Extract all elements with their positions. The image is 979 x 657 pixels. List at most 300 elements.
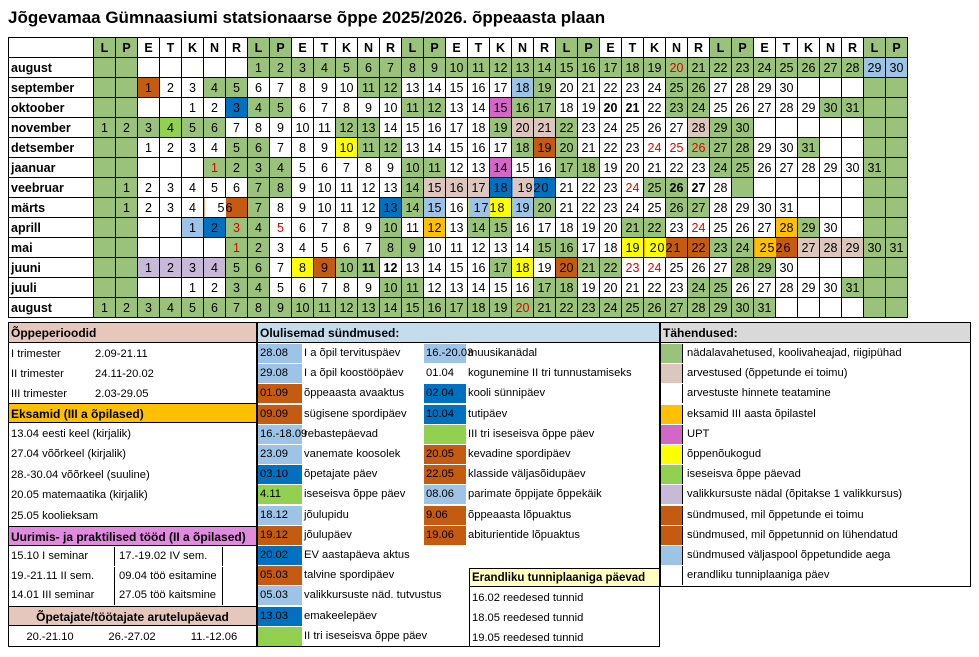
- day-cell: 4: [204, 258, 226, 278]
- day-cell: 4: [160, 118, 182, 138]
- weekday-header: T: [622, 38, 644, 58]
- day-cell: 16: [468, 78, 490, 98]
- day-cell: 3: [248, 158, 270, 178]
- day-cell: 4: [292, 238, 314, 258]
- day-cell: 1: [94, 298, 116, 318]
- day-cell: 26: [732, 278, 754, 298]
- day-cell: 6: [292, 98, 314, 118]
- day-cell: 22: [666, 158, 688, 178]
- day-cell: 3: [160, 178, 182, 198]
- day-cell: 12: [358, 198, 380, 218]
- day-cell: 28: [798, 158, 820, 178]
- day-cell: 15: [446, 258, 468, 278]
- day-cell: 16: [424, 298, 446, 318]
- legend-swatch: [661, 384, 683, 403]
- period-dates: 24.11-20.02: [95, 368, 154, 380]
- day-cell: 7: [248, 198, 270, 218]
- day-cell: 6: [226, 178, 248, 198]
- empty-cell: [116, 218, 138, 238]
- day-cell: 1: [204, 158, 226, 178]
- day-cell: 23: [688, 158, 710, 178]
- special-day: 19.05 reedesed tunnid: [472, 632, 584, 644]
- day-cell: 5: [182, 298, 204, 318]
- empty-cell: [886, 138, 908, 158]
- day-cell: 1: [138, 138, 160, 158]
- day-cell: 8: [248, 118, 270, 138]
- empty-cell: [886, 258, 908, 278]
- day-cell: 29: [754, 78, 776, 98]
- day-cell: 7: [226, 298, 248, 318]
- day-cell: 4: [160, 298, 182, 318]
- day-cell: 1: [94, 118, 116, 138]
- empty-cell: [820, 78, 842, 98]
- empty-cell: [864, 298, 886, 318]
- day-cell: 1: [182, 98, 204, 118]
- day-cell: 14: [380, 298, 402, 318]
- day-cell: 18: [490, 178, 512, 198]
- day-cell: 30: [820, 218, 842, 238]
- day-cell: 16: [446, 198, 468, 218]
- day-cell: 3: [226, 278, 248, 298]
- legend-text: arvestuste hinnete teatamine: [687, 387, 831, 400]
- day-cell: 6: [248, 78, 270, 98]
- legend-text: sündmused, mil õppetunnid on lühendatud: [687, 528, 898, 541]
- weekday-header: K: [490, 38, 512, 58]
- day-cell: 3: [270, 238, 292, 258]
- day-cell: 28: [842, 58, 864, 78]
- day-cell: 8: [270, 178, 292, 198]
- day-cell: 14: [402, 178, 424, 198]
- day-cell: 1: [182, 218, 204, 238]
- day-cell: 26: [666, 178, 688, 198]
- day-cell: 16: [534, 158, 556, 178]
- day-cell: 10: [292, 298, 314, 318]
- day-cell: 11: [336, 198, 358, 218]
- day-cell: 8: [270, 198, 292, 218]
- day-cell: 20: [512, 298, 534, 318]
- day-cell: 14: [468, 98, 490, 118]
- day-cell: 8: [336, 98, 358, 118]
- day-cell: 16: [424, 118, 446, 138]
- day-cell: 24: [688, 98, 710, 118]
- empty-cell: [886, 118, 908, 138]
- weekday-header: R: [688, 38, 710, 58]
- day-cell: 27: [666, 298, 688, 318]
- day-cell: 28: [710, 198, 732, 218]
- day-cell: 8: [336, 278, 358, 298]
- day-cell: 12: [468, 238, 490, 258]
- weekday-header: R: [226, 38, 248, 58]
- day-cell: 10: [336, 138, 358, 158]
- period-label: II trimester: [11, 368, 64, 380]
- day-cell: 16: [446, 178, 468, 198]
- day-cell: 13: [468, 158, 490, 178]
- event-text: õpetajate päev: [304, 468, 378, 481]
- day-cell: 2: [116, 298, 138, 318]
- month-name: detsember: [9, 138, 94, 158]
- event-text: EV aastapäeva aktus: [304, 549, 410, 561]
- day-cell: 24: [644, 78, 666, 98]
- day-cell: 3: [160, 198, 182, 218]
- empty-cell: [886, 178, 908, 198]
- day-cell: 24: [754, 58, 776, 78]
- day-cell: 19: [534, 258, 556, 278]
- day-cell: 30: [732, 298, 754, 318]
- weekday-header: N: [204, 38, 226, 58]
- empty-cell: [864, 118, 886, 138]
- day-cell: 1920: [512, 178, 556, 198]
- event-text: iseseisva õppe päev: [304, 488, 406, 501]
- day-cell: 10: [292, 118, 314, 138]
- day-cell: 16: [556, 238, 578, 258]
- empty-cell: [116, 58, 138, 78]
- day-cell: 11: [402, 98, 424, 118]
- day-cell: 27: [710, 138, 732, 158]
- day-cell: 11: [314, 298, 336, 318]
- empty-cell: [138, 238, 160, 258]
- empty-cell: [798, 178, 820, 198]
- day-cell: 26: [798, 58, 820, 78]
- day-cell: 11: [358, 138, 380, 158]
- teachers-heading: Õpetajate/töötajate arutelupäevad: [9, 606, 256, 626]
- day-cell: 12: [446, 158, 468, 178]
- research-item: 27.05 töö kaitsmine: [119, 586, 223, 605]
- day-cell: 3: [226, 98, 248, 118]
- empty-cell: [776, 178, 798, 198]
- empty-cell: [864, 98, 886, 118]
- day-cell: 28: [688, 298, 710, 318]
- exam-item: 25.05 koolieksam: [11, 509, 99, 522]
- event-text: õppeaasta avaaktus: [304, 387, 405, 400]
- day-cell: 28: [732, 138, 754, 158]
- weekday-header: N: [358, 38, 380, 58]
- day-cell: 15: [556, 58, 578, 78]
- event-date: [258, 627, 302, 646]
- day-cell: 30: [886, 58, 908, 78]
- legend-swatch: [661, 506, 683, 525]
- day-cell: 27: [710, 78, 732, 98]
- month-name: oktoober: [9, 98, 94, 118]
- month-row: [9, 118, 908, 138]
- day-cell: 22: [556, 298, 578, 318]
- day-cell: 24: [600, 298, 622, 318]
- empty-cell: [886, 218, 908, 238]
- empty-cell: [820, 178, 842, 198]
- day-cell: 11: [358, 258, 380, 278]
- weekday-header: R: [380, 38, 402, 58]
- day-cell: 12: [358, 178, 380, 198]
- day-cell: 14: [424, 258, 446, 278]
- month-name: veebruar: [9, 178, 94, 198]
- special-days-heading: Erandliku tunniplaaniga päevad: [470, 569, 660, 587]
- day-cell: 10: [424, 238, 446, 258]
- weekday-header: E: [754, 38, 776, 58]
- day-cell: 28: [776, 278, 798, 298]
- legend-swatch: [661, 546, 683, 565]
- event-date: 23.09: [258, 445, 302, 464]
- day-cell: 20: [534, 198, 556, 218]
- empty-cell: [820, 118, 842, 138]
- month-name: märts: [9, 198, 94, 218]
- day-cell: 27: [688, 178, 710, 198]
- weekday-header: E: [446, 38, 468, 58]
- day-cell: 29: [754, 258, 776, 278]
- day-cell: 1: [138, 258, 160, 278]
- empty-cell: [138, 58, 160, 78]
- event-date: 9.06: [424, 506, 466, 525]
- day-cell: 27: [754, 218, 776, 238]
- day-cell: 2: [138, 178, 160, 198]
- day-cell: 6: [292, 278, 314, 298]
- legend-text: iseseisva õppe päevad: [687, 468, 801, 481]
- day-cell: 9: [292, 198, 314, 218]
- events-heading: Olulisemad sündmused:: [258, 323, 659, 343]
- day-cell: 28: [710, 178, 732, 198]
- day-cell: 6: [204, 298, 226, 318]
- day-cell: 24: [688, 278, 710, 298]
- day-cell: 22: [688, 238, 710, 258]
- day-cell: 19: [490, 118, 512, 138]
- empty-cell: [842, 178, 864, 198]
- legend-text: õppenõukogud: [687, 448, 762, 460]
- day-cell: 20: [556, 138, 578, 158]
- empty-cell: [820, 258, 842, 278]
- day-cell: 10: [402, 158, 424, 178]
- day-cell: 24: [710, 158, 732, 178]
- day-cell: 29: [842, 238, 864, 258]
- day-cell: 11: [336, 178, 358, 198]
- day-cell: 12: [424, 98, 446, 118]
- day-cell: 29: [710, 118, 732, 138]
- day-cell: 30: [754, 198, 776, 218]
- weekday-header: E: [138, 38, 160, 58]
- day-cell: 29: [754, 138, 776, 158]
- day-cell: 4: [248, 278, 270, 298]
- empty-cell: [886, 278, 908, 298]
- header-corner: [9, 38, 94, 58]
- research-item: 17.-19.02 IV sem.: [119, 547, 223, 566]
- day-cell: 14: [468, 218, 490, 238]
- empty-cell: [754, 178, 776, 198]
- weekday-header: L: [402, 38, 424, 58]
- day-cell: 13: [402, 138, 424, 158]
- day-cell: 25: [666, 138, 688, 158]
- day-cell: 25: [666, 258, 688, 278]
- exams-heading: Eksamid (III a õpilased): [9, 403, 256, 423]
- event-date: 03.10: [258, 465, 302, 484]
- event-text: III tri iseseisva õppe päev: [468, 427, 595, 440]
- day-cell: 28: [776, 218, 798, 238]
- weekday-header: P: [116, 38, 138, 58]
- day-cell: 23: [600, 178, 622, 198]
- event-text: emakeelepäev: [304, 609, 377, 622]
- day-cell: 13: [446, 218, 468, 238]
- month-row: [9, 58, 908, 78]
- day-cell: 6: [336, 238, 358, 258]
- day-cell: 25: [776, 58, 798, 78]
- day-cell: 31: [864, 158, 886, 178]
- day-cell: 30: [776, 258, 798, 278]
- month-row: [9, 78, 908, 98]
- day-cell: 3: [138, 118, 160, 138]
- day-cell: 4: [248, 218, 270, 238]
- day-cell: 27: [666, 118, 688, 138]
- exam-item: 27.04 võõrkeel (kirjalik): [11, 448, 127, 461]
- empty-cell: [116, 138, 138, 158]
- legend-text: nädalavahetused, koolivaheajad, riigipühad: [687, 347, 902, 359]
- weekday-header: L: [94, 38, 116, 58]
- day-cell: 11: [402, 278, 424, 298]
- day-cell: 14: [534, 58, 556, 78]
- day-cell: 25: [732, 158, 754, 178]
- day-cell: 9: [270, 298, 292, 318]
- day-cell: 21: [688, 58, 710, 78]
- empty-cell: [842, 298, 864, 318]
- legend-text: eksamid III aasta õpilastel: [687, 407, 816, 420]
- day-cell: 2: [204, 218, 226, 238]
- weekday-header: P: [424, 38, 446, 58]
- empty-cell: [94, 58, 116, 78]
- month-row: [9, 298, 908, 318]
- day-cell: 20: [666, 58, 688, 78]
- event-date: 18.12: [258, 506, 302, 525]
- weekday-header: K: [336, 38, 358, 58]
- empty-cell: [842, 138, 864, 158]
- event-text: sügisene spordipäev: [304, 407, 407, 420]
- day-cell: 25: [622, 118, 644, 138]
- day-cell: 18: [556, 278, 578, 298]
- empty-cell: [94, 238, 116, 258]
- event-date: 13.03: [258, 607, 302, 626]
- day-cell: 16: [468, 138, 490, 158]
- day-cell: 13: [402, 78, 424, 98]
- day-cell: 2021: [644, 238, 688, 258]
- day-cell: 16: [512, 218, 534, 238]
- empty-cell: [798, 198, 820, 218]
- event-text: kooli sünnipäev: [468, 387, 546, 400]
- empty-cell: [160, 158, 182, 178]
- day-cell: 13: [512, 58, 534, 78]
- month-name: juuni: [9, 258, 94, 278]
- month-name: juuli: [9, 278, 94, 298]
- day-cell: 6: [292, 218, 314, 238]
- empty-cell: [160, 58, 182, 78]
- day-cell: 1: [182, 278, 204, 298]
- day-cell: 31: [842, 278, 864, 298]
- month-row: [9, 158, 908, 178]
- day-cell: 17: [534, 278, 556, 298]
- day-cell: 29: [798, 98, 820, 118]
- day-cell: 17: [446, 298, 468, 318]
- day-cell: 1: [138, 78, 160, 98]
- empty-cell: [160, 98, 182, 118]
- empty-cell: [138, 218, 160, 238]
- research-item: 19.-21.11 II sem.: [11, 567, 115, 586]
- day-cell: 22: [600, 258, 622, 278]
- month-row: [9, 278, 908, 298]
- day-cell: 4: [182, 178, 204, 198]
- day-cell: 7: [248, 178, 270, 198]
- day-cell: 3: [226, 218, 248, 238]
- day-cell: 21: [578, 78, 600, 98]
- day-cell: 15: [490, 218, 512, 238]
- day-cell: 10: [314, 178, 336, 198]
- day-cell: 26: [644, 298, 666, 318]
- day-cell: 1: [116, 198, 138, 218]
- day-cell: 21: [556, 178, 578, 198]
- empty-cell: [864, 198, 886, 218]
- day-cell: 12: [490, 58, 512, 78]
- day-cell: 3: [182, 258, 204, 278]
- day-cell: 30: [776, 138, 798, 158]
- day-cell: 19: [490, 298, 512, 318]
- day-cell: 17: [534, 98, 556, 118]
- event-text: I a õpil tervituspäev: [304, 347, 401, 359]
- day-cell: 7: [270, 258, 292, 278]
- research-heading: Uurimis- ja praktilised tööd (II a õpilased): [9, 526, 256, 546]
- day-cell: 13: [490, 238, 512, 258]
- day-cell: 23: [622, 258, 644, 278]
- day-cell: 16: [468, 258, 490, 278]
- month-row: [9, 138, 908, 158]
- weekday-header: K: [182, 38, 204, 58]
- day-cell: 21: [578, 138, 600, 158]
- day-cell: 17: [446, 118, 468, 138]
- empty-cell: [842, 118, 864, 138]
- empty-cell: [182, 58, 204, 78]
- day-cell: 13: [446, 278, 468, 298]
- month-name: mai: [9, 238, 94, 258]
- legend-section: [660, 322, 971, 587]
- day-cell: 9: [314, 138, 336, 158]
- event-date: 20.05: [424, 445, 466, 464]
- empty-cell: [94, 98, 116, 118]
- day-cell: 1718: [468, 198, 512, 218]
- day-cell: 3: [182, 78, 204, 98]
- day-cell: 12: [336, 118, 358, 138]
- day-cell: 8: [380, 238, 402, 258]
- day-cell: 5: [270, 98, 292, 118]
- weekday-header: T: [160, 38, 182, 58]
- empty-cell: [94, 278, 116, 298]
- weekday-header: R: [534, 38, 556, 58]
- day-cell: 11: [402, 218, 424, 238]
- day-cell: 14: [468, 278, 490, 298]
- day-cell: 13: [358, 298, 380, 318]
- research-item: 15.10 I seminar: [11, 547, 115, 566]
- day-cell: 12: [424, 278, 446, 298]
- day-cell: 1: [248, 58, 270, 78]
- day-cell: 20: [600, 98, 622, 118]
- day-cell: 23: [600, 198, 622, 218]
- legend-text: sündmused väljaspool õppetundide aega: [687, 549, 891, 561]
- day-cell: 19: [622, 238, 644, 258]
- empty-cell: [886, 198, 908, 218]
- empty-cell: [94, 78, 116, 98]
- empty-cell: [226, 58, 248, 78]
- empty-cell: [842, 198, 864, 218]
- day-cell: 21: [556, 198, 578, 218]
- day-cell: 26: [688, 258, 710, 278]
- special-days-box: [469, 568, 660, 647]
- day-cell: 20: [556, 258, 578, 278]
- event-date: 22.05: [424, 465, 466, 484]
- day-cell: 19: [534, 138, 556, 158]
- day-cell: 7: [314, 278, 336, 298]
- day-cell: 14: [490, 158, 512, 178]
- day-cell: 2: [160, 138, 182, 158]
- day-cell: 9: [424, 58, 446, 78]
